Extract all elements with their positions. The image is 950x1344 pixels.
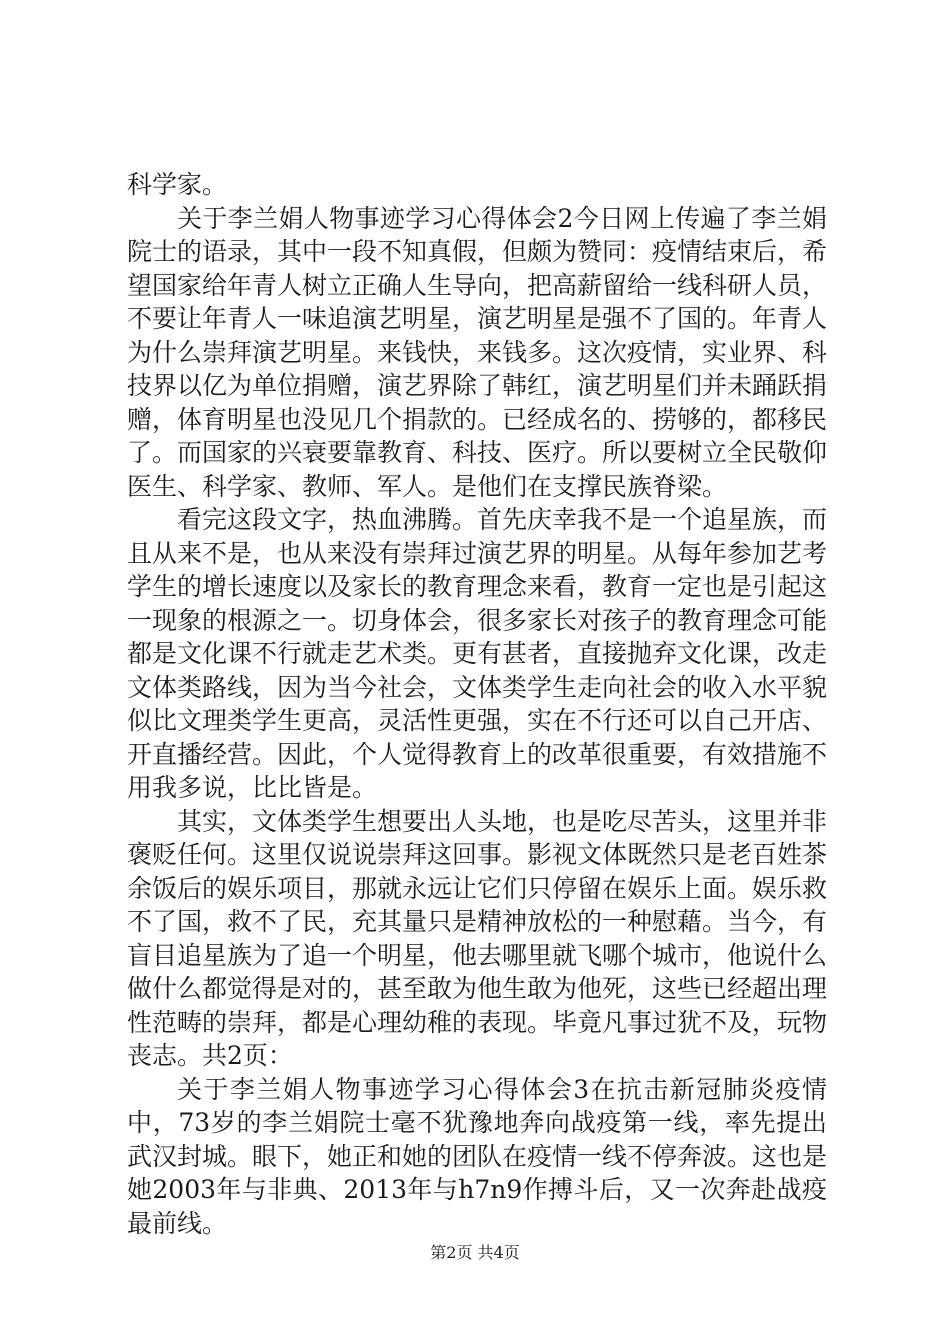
document-body (127, 168, 827, 1240)
page-footer: 第2页 共4页 (430, 1243, 520, 1262)
paragraph-4: 其实，文体类学生想要出人头地，也是吃尽苦头，这里并非褒贬任何。这里仅说说崇拜这回事。影视文体既然只是老百姓茶余饭后的娱乐项目，那就永远让它们只停留在娱乐上面。娱乐救不了国，救不了民，充其量只是精神放松的一种慰藉。当今，有盲目追星族为了追一个明星，他去哪里就飞哪个城市，他说什么做什么都觉得是对的，甚至敢为他生敢为他死，这些已经超出理性范畴的崇拜，都是心理幼稚的表现。毕竟凡事过犹不及，玩物丧志。共2页： (127, 806, 828, 1070)
paragraph-5: 关于李兰娟人物事迹学习心得体会3在抗击新冠肺炎疫情中，73岁的李兰娟院士毫不犹豫地奔向战疫第一线，率先提出武汉封城。眼下，她正和她的团队在疫情一线不停奔波。这也是她2003年与非典、2013年与h7n9作搏斗后，又一次奔赴战疫最前线。 (127, 1074, 828, 1238)
paragraph-3: 看完这段文字，热血沸腾。首先庆幸我不是一个追星族，而且从来不是，也从来没有崇拜过演艺界的明星。从每年参加艺考学生的增长速度以及家长的教育理念来看，教育一定也是引起这一现象的根源之一。切身体会，很多家长对孩子的教育理念可能都是文化课不行就走艺术类。更有甚者，直接抛弃文化课，改走文体类路线，因为当今社会，文体类学生走向社会的收入水平貌似比文理类学生更高，灵活性更强，实在不行还可以自己开店、开直播经营。因此，个人觉得教育上的改革很重要，有效措施不用我多说，比比皆是。 (127, 505, 828, 802)
paragraph-2: 关于李兰娟人物事迹学习心得体会2今日网上传遍了李兰娟院士的语录，其中一段不知真假，但颇为赞同：疫情结束后，希望国家给年青人树立正确人生导向，把高薪留给一线科研人员，不要让年青人一味追演艺明星，演艺明星是强不了国的。年青人为什么崇拜演艺明星。来钱快，来钱多。这次疫情，实业界、科技界以亿为单位捐赠，演艺界除了韩红，演艺明星们并未踊跃捐赠，体育明星也没见几个捐款的。已经成名的、捞够的，都移民了。而国家的兴衰要靠教育、科技、医疗。所以要树立全民敬仰医生、科学家、教师、军人。是他们在支撑民族脊梁。 (127, 203, 828, 501)
paragraph-1: 科学家。 (127, 170, 228, 199)
